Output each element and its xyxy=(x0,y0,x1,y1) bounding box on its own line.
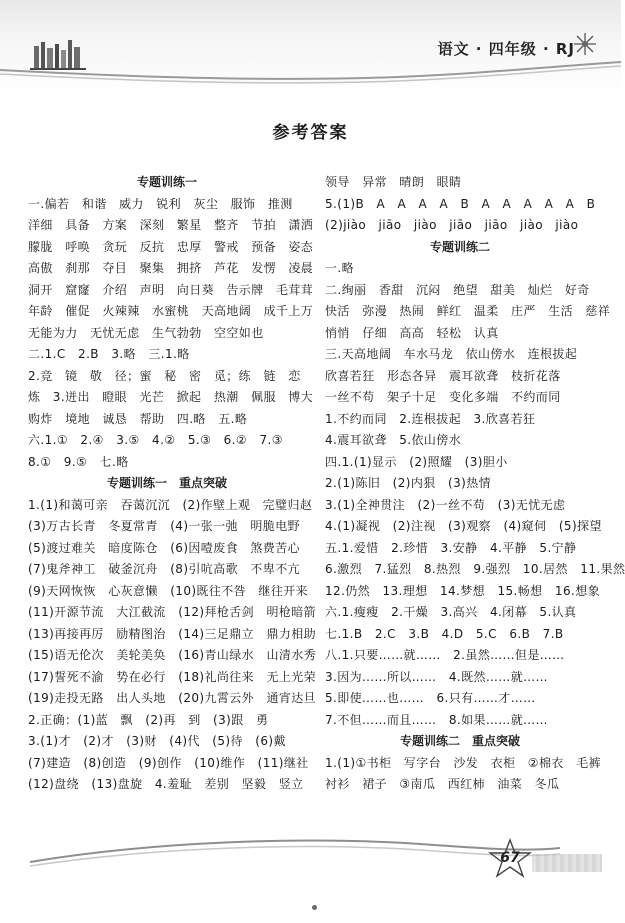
answer-line: 2.正确：(1)蓝 飘 (2)再 到 (3)跟 勇 xyxy=(28,712,269,727)
answer-line: 三.天高地阔 车水马龙 依山傍水 连根拔起 xyxy=(325,347,578,361)
answer-line: 一丝不苟 架子十足 变化多端 不约而同 xyxy=(325,390,561,404)
answer-line: 二.1.C 2.B 3.略 三.1.略 xyxy=(28,347,190,361)
answer-line: 3.因为……所以…… 4.既然……就…… xyxy=(325,669,548,684)
right-column xyxy=(325,172,625,796)
flower-icon xyxy=(571,30,599,58)
answer-line: 5.(1)B A A A A B A A A A A B xyxy=(325,196,596,211)
answer-line: 3.(1)才 (2)才 (3)财 (4)代 (5)待 (6)戴 xyxy=(28,734,286,748)
section-heading: 专题训练一 重点突破 xyxy=(106,476,227,490)
answer-line: 7.不但……而且…… 8.如果……就…… xyxy=(325,712,548,727)
answer-line: 2.(1)陈旧 (2)内狠 (3)热情 xyxy=(325,476,492,490)
answer-line: (15)语无伦次 美轮美奂 (16)青山绿水 山清水秀 xyxy=(28,648,317,662)
answer-line: (12)盘绕 (13)盘旋 4.羞耻 差别 坚毅 竖立 xyxy=(28,777,304,791)
page-number: 67 xyxy=(500,850,520,866)
answer-line: 六.1.① 2.④ 3.⑤ 4.② 5.③ 6.② 7.③ xyxy=(28,433,283,447)
answer-line: (2)jiào jiāo jiào jiāo jiāo jiào jiào xyxy=(325,218,579,232)
answer-line: 1.(1)和蔼可亲 吞蔼沉沉 (2)作壁上观 完璧归赵 xyxy=(28,497,313,512)
answer-line: 八.1.只要……就…… 2.虽然……但是…… xyxy=(325,648,565,662)
answer-line: 6.激烈 7.猛烈 8.热烈 9.强烈 10.居然 11.果然 xyxy=(325,562,625,576)
subject-grade-label: 语文 · 四年级 · RJ xyxy=(437,40,575,58)
answer-line: 欣喜若狂 形态各异 震耳欲聋 枝折花落 xyxy=(325,368,561,383)
answer-line: 四.1.(1)显示 (2)照耀 (3)胆小 xyxy=(325,454,508,469)
answer-line: 2.竞 镜 敬 径；蜜 秘 密 觅；练 链 恋 xyxy=(28,368,301,383)
answer-line: 1.(1)①书柜 写字台 沙发 衣柜 ②棉衣 毛裤 xyxy=(325,755,601,770)
answer-line: (3)万古长青 冬夏常青 (4)一张一弛 明脆电野 xyxy=(28,519,300,533)
answer-line: 五.1.爱惜 2.珍惜 3.安静 4.平静 5.宁静 xyxy=(325,540,577,555)
answer-line: 领导 异常 晴朗 眼睛 xyxy=(325,175,462,189)
answer-line: 年龄 催促 火辣辣 水蜜桃 天高地阔 成千上万 xyxy=(28,304,314,318)
section-heading: 专题训练二 xyxy=(429,239,490,254)
answer-line: (5)渡过难关 暗度陈仓 (6)因噎废食 煞费苦心 xyxy=(28,540,300,555)
answer-line: 衬衫 裙子 ③南瓜 西红柿 油菜 冬瓜 xyxy=(325,777,560,791)
answer-line: 悄悄 仔细 高高 轻松 认真 xyxy=(325,325,499,340)
answer-line: (7)建造 (8)创造 (9)创作 (10)维作 (11)继社 xyxy=(28,755,309,770)
answer-line: 4.(1)凝视 (2)注视 (3)观察 (4)窥伺 (5)探望 xyxy=(325,519,602,533)
answer-line: 二.绚丽 香甜 沉闷 绝望 甜美 灿烂 好奇 xyxy=(325,282,590,297)
answer-line: 朦胧 呼唤 贪玩 反抗 忠厚 警戒 预备 姿态 xyxy=(28,239,314,254)
answer-line: 无能为力 无忧无虑 生气勃勃 空空如也 xyxy=(28,325,264,340)
answer-line: 洞开 窟窿 介绍 声明 向日葵 告示牌 毛茸茸 xyxy=(28,282,314,297)
section-heading: 专题训练一 xyxy=(136,175,197,189)
page-title: 参考答案 xyxy=(272,123,349,143)
answer-line: 5.即使……也…… 6.只有……才…… xyxy=(325,691,536,705)
answer-line: 8.① 9.⑤ 七.略 xyxy=(28,454,129,469)
answer-line: (9)天网恢恢 心灰意懒 (10)既往不咎 继往开来 xyxy=(28,583,309,598)
answer-line: (19)走投无路 出人头地 (20)九霄云外 通宵达旦 xyxy=(28,691,317,705)
answer-line: 洋细 具备 方案 深刻 繁星 整齐 节拍 潇洒 xyxy=(28,218,314,232)
answer-line: 七.1.B 2.C 3.B 4.D 5.C 6.B 7.B xyxy=(325,626,564,641)
answer-line: 六.1.瘦瘦 2.干燥 3.高兴 4.闭幕 5.认真 xyxy=(325,605,577,619)
answer-line: 1.不约而同 2.连根拔起 3.欣喜若狂 xyxy=(325,411,536,426)
answer-line: 12.仍然 13.理想 14.梦想 15.畅想 16.想象 xyxy=(325,583,601,598)
books-logo-icon xyxy=(30,38,90,70)
answer-line: 3.(1)全神贯注 (2)一丝不苟 (3)无忧无虑 xyxy=(325,497,566,512)
answer-line: (17)誓死不渝 势在必行 (18)礼尚往来 无上光荣 xyxy=(28,669,317,684)
answer-line: (13)再接再厉 励精图治 (14)三足鼎立 鼎力相助 xyxy=(28,626,317,641)
answer-line: 快活 弥漫 热闹 鲜红 温柔 庄严 生活 慈祥 xyxy=(325,304,611,318)
left-column xyxy=(28,172,317,796)
bottom-dot xyxy=(312,905,317,910)
answer-line: 一.略 xyxy=(325,261,355,275)
answer-line: 一.偏若 和谐 威力 锐利 灰尘 服饰 推测 xyxy=(28,196,293,211)
section-heading: 专题训练二 重点突破 xyxy=(399,734,520,748)
answer-line: (7)鬼斧神工 破釜沉舟 (8)引吭高歌 不卑不亢 xyxy=(28,562,300,576)
answer-line: (11)开源节流 大江截流 (12)拜枪舌剑 明枪暗箭 xyxy=(28,605,317,619)
answer-line: 高傲 刹那 夺目 聚集 拥挤 芦花 发愣 凌晨 xyxy=(28,261,314,275)
footer-watermark xyxy=(532,854,602,872)
answer-line: 购炸 境地 诚恳 帮助 四.略 五.略 xyxy=(28,411,248,426)
answer-line: 炼 3.迸出 瞪眼 光芒 掀起 热潮 佩服 博大 xyxy=(28,390,314,404)
answer-line: 4.震耳欲聋 5.依山傍水 xyxy=(325,433,462,447)
